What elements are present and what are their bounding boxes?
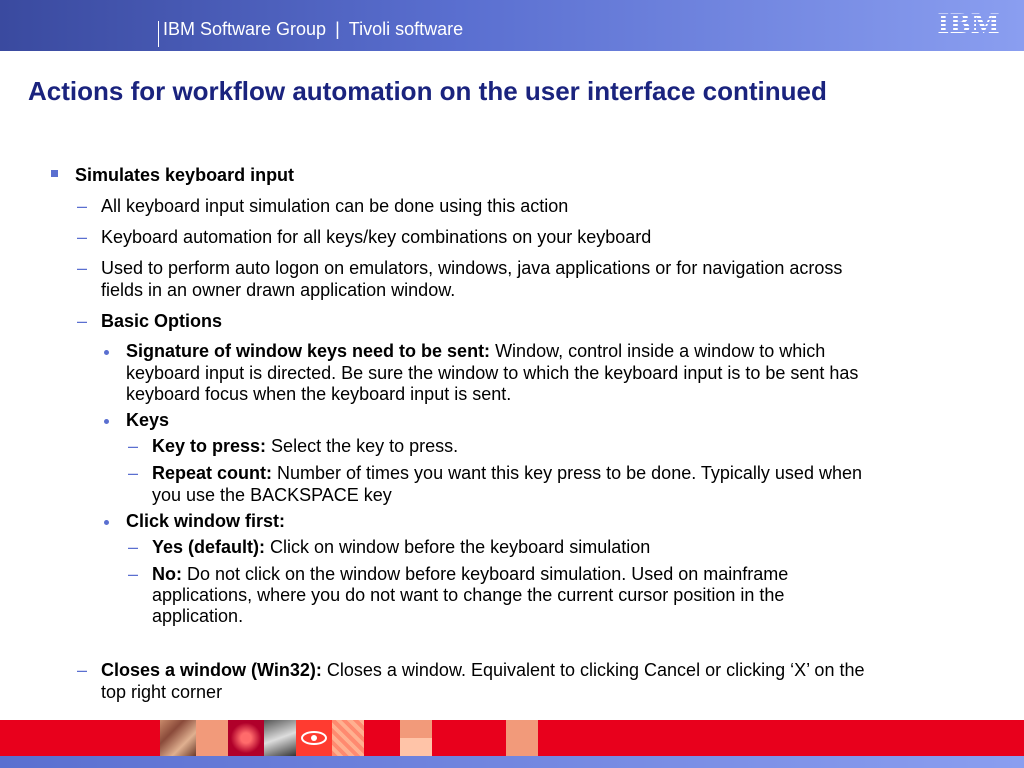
bullet-level3 [126, 409, 169, 431]
bullet-text: Click window first: [126, 511, 286, 531]
bullet-level2: Used to perform auto logon on emulators, windows, java applications or for navigation across [101, 258, 843, 278]
bullet-bold: No: [152, 564, 182, 584]
bullet-level3-cont: keyboard input is directed. Be sure the window to which the keyboard input is to be sent has [126, 363, 859, 383]
bullet-level4-cont: application. [152, 606, 244, 626]
bullet-level3-cont: keyboard focus when the keyboard input is sent. [126, 384, 512, 404]
footer-color-tile [400, 720, 432, 756]
header-bar [0, 0, 1024, 51]
bullet-level2: Keyboard automation for all keys/key combinations on your keyboard [101, 227, 652, 247]
dash-bullet-icon: – [77, 258, 88, 278]
bullet-level2-cont: fields in an owner drawn application window. [101, 280, 456, 300]
bullet-level1 [75, 164, 294, 186]
dash-bullet-icon: – [77, 227, 88, 247]
bullet-bold: Repeat count: [152, 463, 273, 483]
bullet-level4-cont: applications, where you do not want to change the current cursor position in the [152, 585, 785, 605]
dash-bullet-icon: – [128, 463, 139, 483]
bullet-text: Basic Options [101, 311, 223, 331]
bullet-text: Number of times you want this key press to be done. Typically used when [272, 463, 862, 483]
ibm-logo [934, 8, 1004, 40]
bullet-text: Click on window before the keyboard simulation [265, 537, 651, 557]
square-bullet-icon [51, 170, 58, 177]
bullet-level2 [101, 310, 222, 332]
bullet-level2-cont: top right corner [101, 682, 223, 702]
bullet-level4 [152, 563, 788, 585]
bullet-bold: Key to press: [152, 436, 267, 456]
eye-icon [296, 720, 332, 756]
bullet-text: Simulates keyboard input [75, 165, 295, 185]
footer-color-tile [506, 720, 538, 756]
footer-image-tile [160, 720, 196, 756]
header-group: IBM Software Group [163, 19, 327, 39]
dash-bullet-icon: – [128, 537, 139, 557]
dash-bullet-icon: – [128, 564, 139, 584]
bullet-text: Do not click on the window before keyboard simulation. Used on mainframe [182, 564, 789, 584]
bullet-text: Closes a window. Equivalent to clicking Cancel or clicking ‘X’ on the [321, 660, 865, 680]
bullet-level2: All keyboard input simulation can be done using this action [101, 196, 569, 216]
bullet-level4-cont: you use the BACKSPACE key [152, 485, 392, 505]
bullet-level4 [152, 435, 458, 457]
header-title [157, 19, 463, 40]
bullet-level4 [152, 536, 650, 558]
footer-color-tile [196, 720, 228, 756]
bullet-level3 [126, 340, 825, 362]
bullet-level3 [126, 510, 285, 532]
dot-bullet-icon [104, 520, 109, 525]
dash-bullet-icon: – [77, 196, 88, 216]
dash-bullet-icon: – [128, 436, 139, 456]
footer-eye-tile [296, 720, 332, 756]
bullet-level4 [152, 462, 862, 484]
footer-strip [0, 756, 1024, 768]
footer-banner [0, 720, 1024, 756]
slide-title: Actions for workflow automation on the user interface continued [28, 76, 827, 106]
footer-pattern-tile [332, 720, 364, 756]
dot-bullet-icon [104, 350, 109, 355]
bullet-text: Window, control inside a window to which [490, 341, 826, 361]
footer-image-tile [228, 720, 264, 756]
ibm-logo-text: IBM [937, 7, 1001, 40]
header-product: Tivoli software [348, 19, 464, 39]
bullet-bold: Yes (default): [152, 537, 266, 557]
bullet-text: Select the key to press. [266, 436, 459, 456]
dash-bullet-icon: – [77, 311, 88, 331]
bullet-bold: Signature of window keys need to be sent: [126, 341, 491, 361]
bullet-text: Keys [126, 410, 170, 430]
bullet-bold: Closes a window (Win32): [101, 660, 322, 680]
bullet-level2 [101, 659, 864, 681]
header-separator: | [335, 19, 340, 39]
footer-image-tile [264, 720, 296, 756]
dash-bullet-icon: – [77, 660, 88, 680]
dot-bullet-icon [104, 419, 109, 424]
